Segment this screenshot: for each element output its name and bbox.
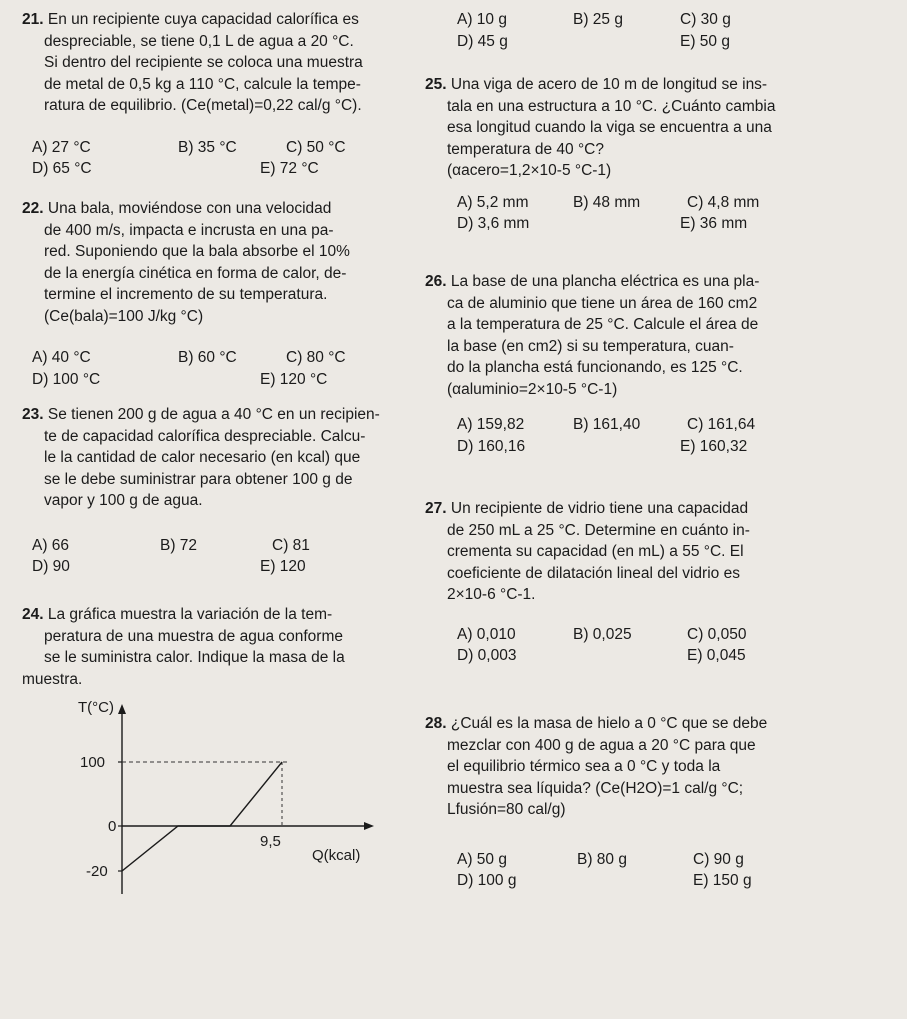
question-text-line: temperatura de 40 °C?: [447, 140, 604, 158]
option-d[interactable]: D) 0,003: [457, 647, 517, 664]
option-b[interactable]: B) 25 g: [573, 11, 623, 28]
question-number: 28.: [425, 715, 447, 732]
heating-curve: [122, 762, 282, 871]
question-text-line: Si dentro del recipiente se coloca una muestra: [44, 54, 363, 71]
question-text-line: muestra.: [22, 670, 83, 688]
question-text-line: de metal de 0,5 kg a 110 °C, calcule la tempe-: [44, 75, 361, 93]
y-axis-label: T(°C): [78, 699, 114, 716]
question-24: [22, 604, 412, 690]
question-text-line: vapor y 100 g de agua.: [44, 492, 203, 509]
question-text-line: la base (en cm2) si su temperatura, cuan-: [447, 337, 734, 355]
options-row: [425, 9, 900, 31]
question-text-line: Una viga de acero de 10 m de longitud se ins-: [450, 76, 768, 93]
y-tick-label-0: 0: [108, 818, 117, 835]
question-text-line: de 250 mL a 25 °C. Determine en cuánto in-: [447, 521, 750, 539]
question-number: 25.: [425, 76, 447, 93]
option-b[interactable]: B) 72: [160, 536, 198, 554]
question-text-line: de la energía cinética en forma de calor, de-: [44, 264, 347, 282]
question-text-line: (Ce(bala)=100 J/kg °C): [44, 307, 204, 325]
question-number: 22.: [22, 200, 44, 217]
question-text-line: termine el incremento de su temperatura.: [44, 286, 328, 303]
option-c[interactable]: C) 161,64: [687, 416, 756, 433]
option-e[interactable]: E) 120 °C: [260, 370, 328, 388]
option-e[interactable]: E) 150 g: [693, 872, 752, 889]
option-d[interactable]: D) 160,16: [457, 437, 526, 455]
options-row: [425, 849, 900, 871]
option-d[interactable]: D) 3,6 mm: [457, 215, 530, 232]
question-25: [425, 74, 900, 235]
options-row: [22, 556, 412, 578]
graph-svg: [50, 698, 390, 898]
option-c[interactable]: C) 0,050: [687, 625, 747, 643]
temperature-heat-graph: [50, 698, 410, 898]
options-row: [425, 624, 900, 646]
options-row: [22, 347, 412, 369]
question-number: 27.: [425, 500, 447, 517]
options-row: [425, 414, 900, 436]
question-text-line: crementa su capacidad (en mL) a 55 °C. El: [447, 543, 744, 560]
option-d[interactable]: D) 65 °C: [32, 160, 92, 177]
question-27: [425, 498, 900, 667]
options-row: [425, 192, 900, 214]
options-row: [22, 137, 412, 159]
option-a[interactable]: A) 27 °C: [32, 138, 91, 156]
options-row: [425, 645, 900, 667]
option-c[interactable]: C) 30 g: [680, 11, 731, 28]
option-a[interactable]: A) 5,2 mm: [457, 193, 529, 211]
question-text-line: le la cantidad de calor necesario (en kcal) que: [44, 449, 361, 466]
option-a[interactable]: A) 50 g: [457, 850, 507, 868]
option-e[interactable]: E) 160,32: [680, 437, 748, 455]
question-text-line: de 400 m/s, impacta e incrusta en una pa-: [44, 221, 334, 239]
options-row: [22, 158, 412, 180]
x-axis-arrow: [364, 822, 374, 830]
question-text-line: muestra sea líquida? (Ce(H2O)=1 cal/g °C;: [447, 779, 744, 797]
option-e[interactable]: E) 36 mm: [680, 215, 748, 232]
question-text-line: peratura de una muestra de agua conforme: [44, 627, 343, 645]
option-a[interactable]: A) 10 g: [457, 11, 507, 28]
option-b[interactable]: B) 35 °C: [178, 138, 237, 156]
option-b[interactable]: B) 60 °C: [178, 349, 237, 366]
options-row: [22, 535, 412, 557]
option-b[interactable]: B) 48 mm: [573, 193, 641, 211]
option-c[interactable]: C) 50 °C: [286, 138, 346, 156]
option-e[interactable]: E) 120: [260, 558, 306, 575]
option-a[interactable]: A) 159,82: [457, 416, 525, 433]
options-row: [22, 369, 412, 391]
question-text-line: se le debe suministrar para obtener 100 g de: [44, 470, 353, 488]
answer-options-20: [425, 9, 900, 52]
question-22: [22, 198, 412, 390]
question-text-line: te de capacidad calorífica despreciable. Calcu-: [44, 427, 366, 445]
question-21: [22, 9, 412, 180]
option-b[interactable]: B) 161,40: [573, 416, 641, 433]
question-number: 23.: [22, 406, 44, 423]
option-c[interactable]: C) 80 °C: [286, 349, 346, 366]
question-text-line: Una bala, moviéndose con una velocidad: [47, 200, 332, 217]
question-text-line: 2×10-6 °C-1.: [447, 586, 536, 603]
question-23: [22, 404, 412, 578]
question-text-line: se le suministra calor. Indique la masa de la: [44, 649, 345, 666]
option-e[interactable]: E) 50 g: [680, 32, 730, 50]
question-text-line: do la plancha está funcionando, es 125 °C.: [447, 359, 743, 376]
option-b[interactable]: B) 80 g: [577, 850, 627, 868]
y-tick-label-100: 100: [80, 754, 106, 771]
question-text-line: La base de una plancha eléctrica es una pla-: [450, 273, 760, 290]
question-text-line: Un recipiente de vidrio tiene una capacidad: [450, 500, 749, 517]
question-text-line: En un recipiente cuya capacidad calorífica es: [47, 11, 359, 28]
question-text-line: Se tienen 200 g de agua a 40 °C en un recipien-: [47, 406, 380, 423]
question-26: [425, 271, 900, 457]
question-text-line: tala en una estructura a 10 °C. ¿Cuánto cambia: [447, 97, 776, 115]
options-row: [425, 31, 900, 53]
option-d[interactable]: D) 100 g: [457, 872, 517, 889]
question-text-line: Lfusión=80 cal/g): [447, 801, 566, 818]
options-row: [425, 870, 900, 892]
option-d[interactable]: D) 100 °C: [32, 370, 101, 388]
question-text-line: red. Suponiendo que la bala absorbe el 10%: [44, 243, 350, 260]
option-a[interactable]: A) 0,010: [457, 625, 516, 643]
question-text-line: despreciable, se tiene 0,1 L de agua a 20 °C.: [44, 32, 354, 50]
question-text-line: coeficiente de dilatación lineal del vidrio es: [447, 564, 740, 582]
question-text-line: ¿Cuál es la masa de hielo a 0 °C que se debe: [450, 715, 768, 732]
x-axis-label: Q(kcal): [312, 847, 361, 864]
option-c[interactable]: C) 4,8 mm: [687, 193, 760, 211]
question-28: [425, 713, 900, 892]
question-text-line: el equilibrio térmico sea a 0 °C y toda la: [447, 758, 721, 775]
options-row: [425, 213, 900, 235]
option-e[interactable]: E) 0,045: [687, 647, 746, 664]
option-a[interactable]: A) 66: [32, 536, 70, 554]
option-d[interactable]: D) 45 g: [457, 32, 508, 50]
options-row: [425, 436, 900, 458]
y-tick-label-minus20: -20: [86, 863, 108, 880]
option-e[interactable]: E) 72 °C: [260, 160, 319, 177]
x-tick-label-9-5: 9,5: [260, 833, 281, 850]
question-number: 24.: [22, 606, 44, 623]
question-text-line: a la temperatura de 25 °C. Calcule el área de: [447, 316, 759, 333]
option-c[interactable]: C) 81: [272, 536, 310, 554]
question-text-line: mezclar con 400 g de agua a 20 °C para que: [447, 736, 756, 754]
question-number: 21.: [22, 11, 44, 28]
question-text-line: (αaluminio=2×10-5 °C-1): [447, 380, 618, 398]
option-b[interactable]: B) 0,025: [573, 625, 632, 643]
option-d[interactable]: D) 90: [32, 558, 70, 575]
option-a[interactable]: A) 40 °C: [32, 349, 91, 366]
question-text-line: La gráfica muestra la variación de la tem-: [47, 606, 333, 623]
question-text-line: esa longitud cuando la viga se encuentra a una: [447, 119, 772, 136]
question-text-line: ratura de equilibrio. (Ce(metal)=0,22 cal/g °C).: [44, 97, 362, 114]
y-axis-arrow: [118, 704, 126, 714]
question-text-line: ca de aluminio que tiene un área de 160 cm2: [447, 294, 758, 312]
question-number: 26.: [425, 273, 447, 290]
option-c[interactable]: C) 90 g: [693, 850, 744, 868]
question-text-line: (αacero=1,2×10-5 °C-1): [447, 162, 612, 179]
